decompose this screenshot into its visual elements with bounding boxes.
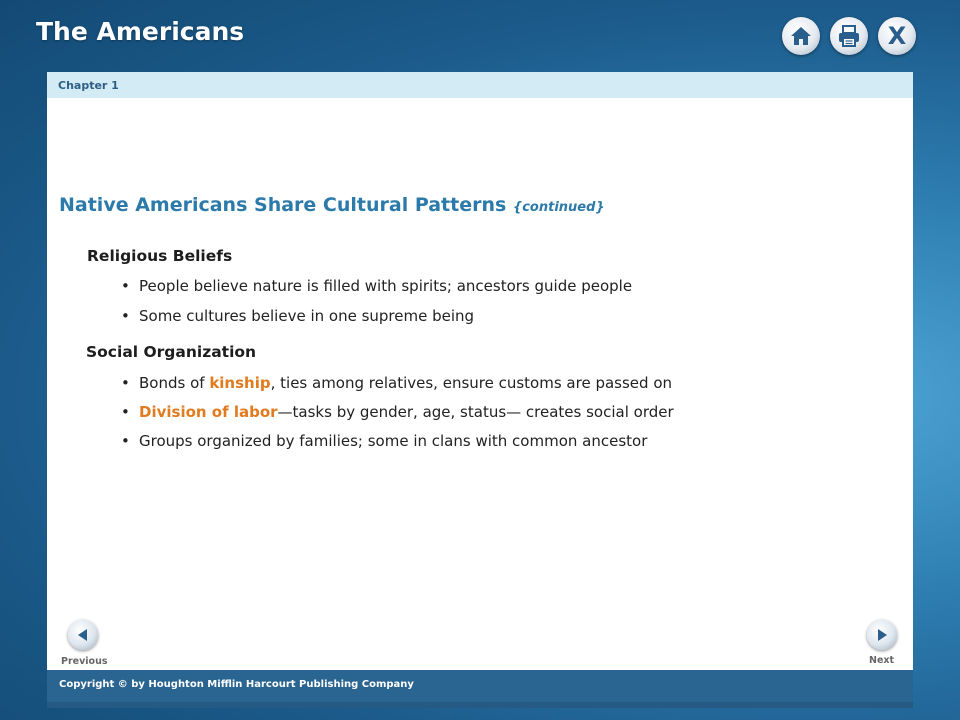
home-icon xyxy=(789,24,813,48)
list-item: • Groups organized by families; some in clans with common ancestor xyxy=(121,432,648,450)
bullet-icon: • xyxy=(121,374,130,392)
close-icon: X xyxy=(887,22,907,50)
chapter-label: Chapter 1 xyxy=(47,72,913,98)
bullet-icon: • xyxy=(121,277,130,295)
close-button[interactable] xyxy=(878,17,916,55)
list-item: • Division of labor—tasks by gender, age, status— creates social order xyxy=(121,403,674,421)
list-item: • Some cultures believe in one supreme being xyxy=(121,307,475,325)
highlight-term: kinship xyxy=(209,374,271,392)
arrow-right-icon xyxy=(875,628,889,642)
bullet-icon: • xyxy=(121,432,130,450)
slide-title-suffix: {continued} xyxy=(512,200,605,215)
content-panel xyxy=(47,72,913,670)
section-heading-religious-beliefs: Religious Beliefs xyxy=(87,247,233,265)
toolbar xyxy=(782,17,916,55)
footer-divider xyxy=(47,702,913,708)
arrow-left-icon xyxy=(76,628,90,642)
previous-label[interactable]: Previous xyxy=(61,656,108,667)
home-button[interactable] xyxy=(782,17,820,55)
slide-title xyxy=(59,194,605,216)
print-button[interactable] xyxy=(830,17,868,55)
bullet-icon: • xyxy=(121,307,130,325)
previous-button[interactable] xyxy=(68,620,98,650)
highlight-term: Division of labor xyxy=(139,403,278,421)
list-item: • Bonds of kinship, ties among relatives, ensure customs are passed on xyxy=(121,374,672,392)
next-button[interactable] xyxy=(867,620,897,650)
bullet-icon: • xyxy=(121,403,130,421)
slide-title-text: Native Americans Share Cultural Patterns xyxy=(59,194,507,216)
section-heading-social-organization: Social Organization xyxy=(86,343,257,361)
print-icon xyxy=(837,24,861,48)
app-title: The Americans xyxy=(36,17,245,46)
footer-copyright: Copyright © by Houghton Mifflin Harcourt Publishing Company xyxy=(47,670,913,702)
list-item: • People believe nature is filled with spirits; ancestors guide people xyxy=(121,277,633,295)
next-label[interactable]: Next xyxy=(869,655,895,666)
